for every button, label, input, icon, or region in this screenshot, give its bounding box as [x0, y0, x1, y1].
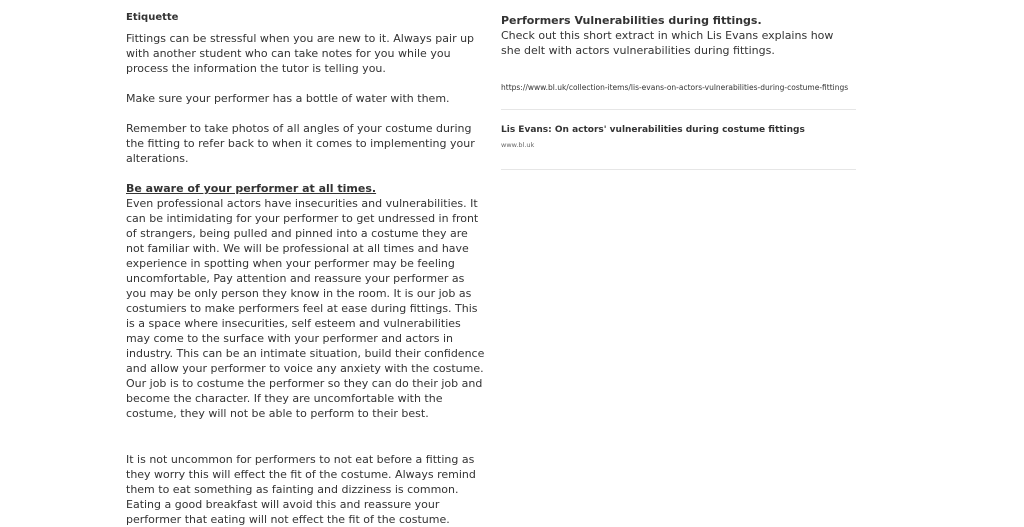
- eating-paragraph: It is not uncommon for performers to not eat before a fitting as they worry this will effect the fit of the costume. Always remind them to eat something as fainting and dizziness is common. Eating a good breakfast will avoid this and reassure your performer that eating will not effect the fit of the costume.: [126, 453, 476, 526]
- insecurities-paragraph: Even professional actors have insecurities and vulnerabilities. It can be intimidating for your performer to get undressed in front of strangers, being pulled and pinned into a costume they are not familiar with. We will be professional at all times and have experience in spotting when your performer may be feeling uncomfortable, Pay attention and reassure your performer as you may be only person they know in the room. It is our job as costumiers to make performers feel at ease during fittings. This is a space where insecurities, self esteem and vulnerabilities may come to the surface with your performer and actors in industry. This can be an intimate situation, build their confidence and allow your performer to voice any anxiety with the costume. Our job is to costume the performer so they can do their job and become the character. If they are uncomfortable with the costume, they will not be able to perform to their best.: [126, 197, 485, 420]
- etiquette-section: [126, 11, 486, 527]
- etiquette-heading: Etiquette: [126, 12, 179, 23]
- vulnerabilities-description: Check out this short extract in which Lis Evans explains how she delt with actors vulnerabilities during fittings.: [501, 29, 834, 57]
- extract-link[interactable]: https://www.bl.uk/collection-items/lis-evans-on-actors-vulnerabilities-during-costume-fittings: [501, 83, 849, 92]
- link-preview-domain: www.bl.uk: [501, 141, 535, 149]
- fittings-paragraph: Fittings can be stressful when you are new to it. Always pair up with another student who can take notes for you while you process the information the tutor is telling you.: [126, 32, 475, 75]
- vulnerabilities-section: [501, 13, 856, 170]
- aware-heading: Be aware of your performer at all times.: [126, 182, 377, 195]
- link-preview-card[interactable]: [501, 110, 856, 150]
- photos-paragraph: Remember to take photos of all angles of your costume during the fitting to refer back to when it comes to implementing your alterations.: [126, 122, 475, 165]
- vulnerabilities-title: Performers Vulnerabilities during fittings.: [501, 14, 762, 27]
- card-bottom-divider: [501, 169, 856, 170]
- water-paragraph: Make sure your performer has a bottle of water with them.: [126, 92, 450, 105]
- link-preview-title[interactable]: Lis Evans: On actors' vulnerabilities during costume fittings: [501, 125, 805, 135]
